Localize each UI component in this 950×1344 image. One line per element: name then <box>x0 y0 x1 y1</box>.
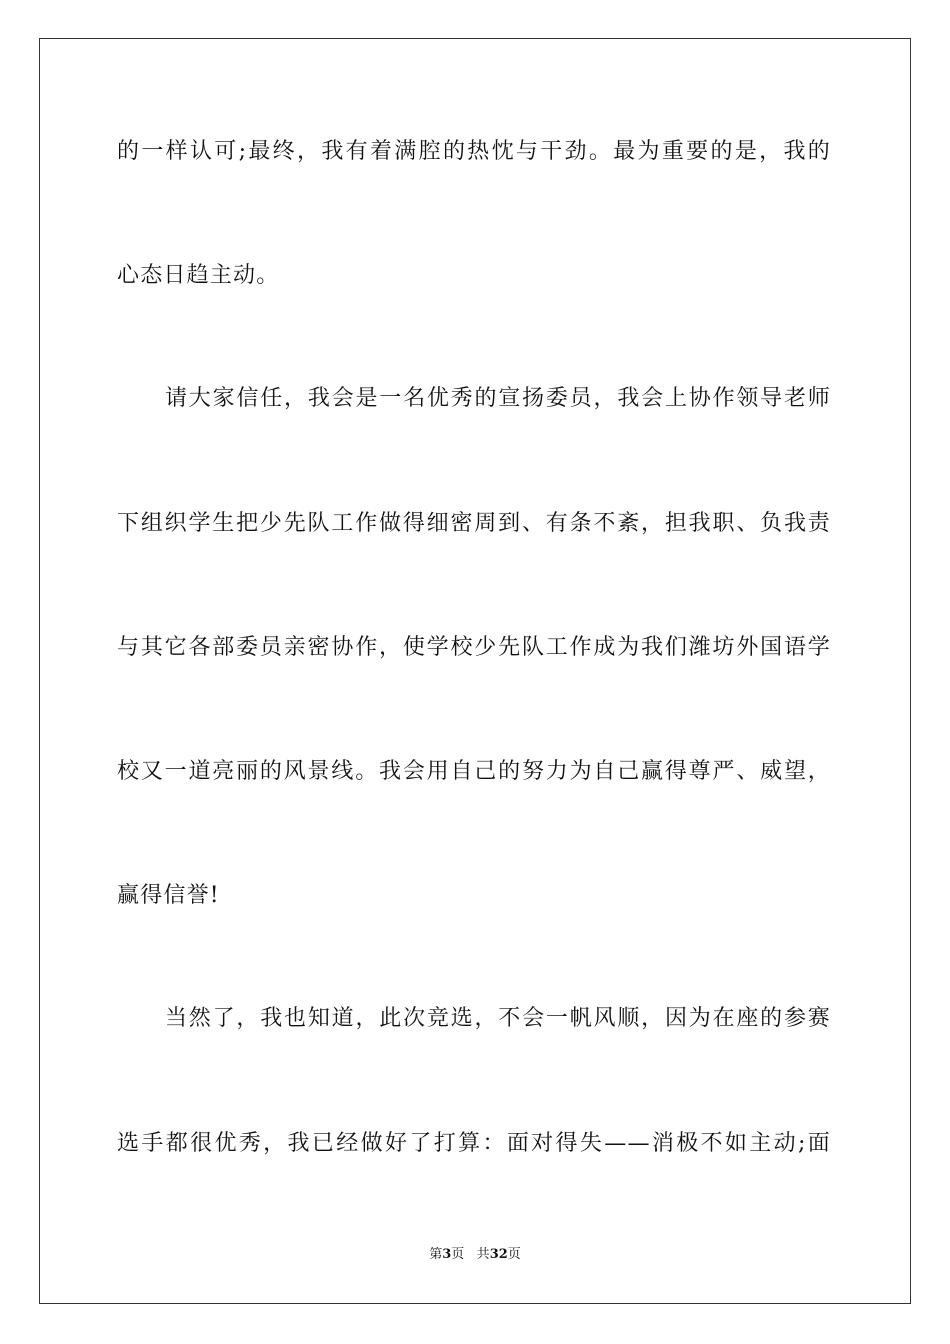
text-line-3: 请大家信任，我会是一名优秀的宣扬委员，我会上协作领导老师 <box>165 386 831 411</box>
text-line-4: 下组织学生把少先队工作做得细密周到、有条不紊，担我职、负我责 <box>117 511 831 536</box>
total-page-number: 32 <box>489 1247 508 1262</box>
footer-page-unit: 页 <box>451 1247 465 1262</box>
text-line-8: 当然了，我也知道，此次竞选，不会一帆风顺，因为在座的参赛 <box>165 1006 831 1031</box>
current-page-number: 3 <box>442 1247 452 1262</box>
page-border <box>39 38 911 1304</box>
text-line-2: 心态日趋主动。 <box>117 263 280 288</box>
text-line-7: 赢得信誉! <box>117 883 220 908</box>
text-line-6: 校又一道亮丽的风景线。我会用自己的努力为自己赢得尊严、威望， <box>117 759 831 784</box>
text-line-1: 的一样认可;最终，我有着满腔的热忱与干劲。最为重要的是，我的 <box>117 139 831 164</box>
text-line-9: 选手都很优秀，我已经做好了打算：面对得失——消极不如主动;面 <box>117 1131 831 1156</box>
footer-total-unit: 页 <box>507 1247 521 1262</box>
page-footer <box>0 1246 950 1264</box>
text-line-5: 与其它各部委员亲密协作，使学校少先队工作成为我们潍坊外国语学 <box>117 635 831 660</box>
footer-total-prefix: 共 <box>476 1247 490 1262</box>
footer-prefix: 第 <box>429 1247 443 1262</box>
